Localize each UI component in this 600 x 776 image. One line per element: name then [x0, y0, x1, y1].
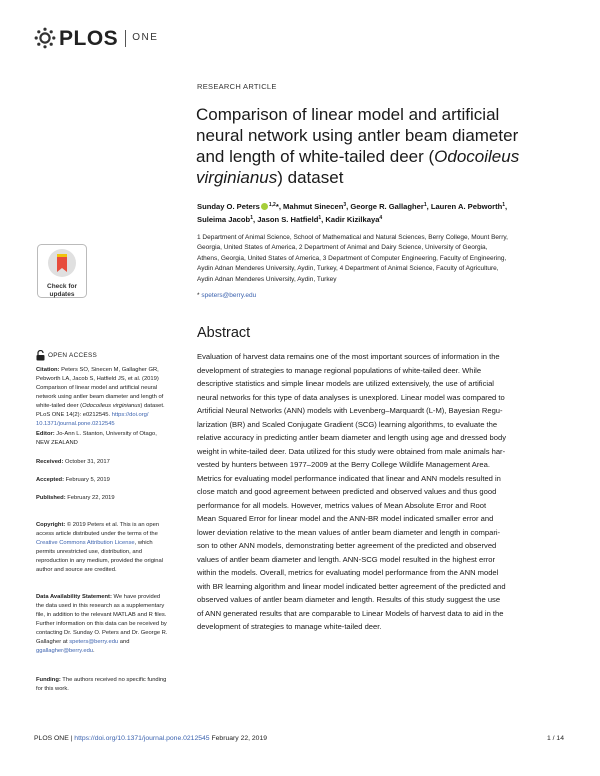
author-affil-sup: 1: [250, 214, 253, 221]
copyright-text: reproduction in any medium, provided the original: [36, 558, 163, 564]
abstract-line: of ANN generated results that are comparable to Linear Models of harvest data to aid in the: [197, 608, 504, 618]
corresponding-email: [197, 292, 256, 299]
data-availability-text: the data used in this research as a supplementary: [36, 603, 165, 609]
abstract-line: Evaluation of harvest data remains one of the most important sources of information in the: [197, 352, 500, 361]
published-label: Published:: [36, 495, 66, 501]
author-affil-sup: 1: [423, 202, 427, 208]
accepted-block: [36, 476, 169, 485]
affiliation-line: Athens, Georgia, United States of America, 3 Department of Computer Engineering, Faculty of Engineering,: [197, 254, 507, 262]
author-affil-sup: 4: [379, 214, 383, 221]
logo-journal-text: ONE: [132, 32, 159, 43]
abstract-line: son to other ANN models, demonstrating better agreement of the predicted and observed: [197, 541, 497, 550]
affiliation-line: Georgia, United States of America, 2 Department of Animal and Dairy Science, University of Georgia,: [197, 244, 488, 252]
abstract-body: [197, 350, 577, 634]
copyright-text: © 2019 Peters et al. This is an open: [65, 522, 160, 528]
plos-sunburst-icon: [34, 27, 56, 49]
editor-block: [36, 430, 169, 448]
published-date: February 22, 2019: [65, 495, 115, 501]
data-availability-label: Data Availability Statement:: [36, 594, 112, 600]
email-link[interactable]: ggallagher@berry.edu: [36, 648, 94, 654]
article-title: [196, 104, 576, 188]
author-name[interactable]: , George R. Gallagher: [346, 202, 424, 211]
title-line-2: neural network using antler beam diameter: [196, 126, 519, 145]
title-italic-genus: Odocoileus: [434, 147, 520, 166]
badge-line: Check for: [47, 283, 77, 290]
abstract-line: values of antler beam diameter and length. ANN-SCG model resulted in the highest error: [197, 554, 495, 564]
citation-text: Peters SO, Sinecen M, Gallagher GR,: [59, 367, 159, 373]
abstract-line: close match and good agreement between predicted and observed values and thus good: [197, 487, 497, 496]
orcid-icon[interactable]: [261, 203, 268, 210]
received-block: [36, 458, 169, 467]
accepted-label: Accepted:: [36, 477, 65, 483]
copyright-label: Copyright:: [36, 522, 66, 528]
abstract-line: Mean Squared Error for linear model and the ANN-BR model indicated smaller error and: [197, 514, 494, 523]
abstract-line: vested by hunters between 1977–2009 at the Berry College Wildlife Management Area.: [197, 460, 490, 469]
author-name[interactable]: , Jason S. Hatfield: [252, 214, 319, 224]
funding-label: Funding:: [36, 677, 61, 683]
email-link[interactable]: speters@berry.edu: [201, 292, 257, 299]
editor-text: Jo-Ann L. Stanton, University of Otago,: [54, 431, 157, 437]
citation-text: PLoS ONE 14(2): e0212545.: [36, 412, 112, 418]
title-italic-species: virginianus: [196, 168, 278, 187]
author-affil-sup: 3: [343, 202, 347, 208]
email-link[interactable]: speters@berry.edu: [69, 639, 119, 645]
abstract-line: development of strategies to manage white-tailed deer.: [197, 622, 382, 631]
open-access-indicator: [36, 350, 97, 361]
abstract-line: performance for all models. However, metrics values of Mean Absolute Error and Root: [197, 500, 487, 510]
page-footer: [34, 735, 267, 742]
citation-text: Comparison of linear model and artificial neural: [36, 385, 158, 391]
author-separator: ,: [505, 202, 508, 211]
author-list: [197, 200, 577, 225]
email-mark: *: [197, 292, 202, 299]
page-number: 1 / 14: [546, 735, 564, 742]
affiliation-line: 1 Department of Animal Science, School of Mathematical and Natural Sciences, Berry College, Mount Berry,: [197, 234, 508, 241]
abstract-line: Metrics for evaluating model performance indicated that linear and ANN models resulted in: [197, 473, 501, 483]
abstract-line: relative accuracy in predicting antler beam diameter and length using age and dressed body: [197, 433, 507, 442]
license-link[interactable]: Creative Commons Attribution License: [36, 540, 135, 546]
author-name[interactable]: , Lauren A. Pebworth: [426, 202, 503, 211]
received-label: Received:: [36, 459, 64, 465]
open-lock-icon: [36, 350, 45, 361]
copyright-text: access article distributed under the terms of the: [36, 531, 158, 537]
abstract-line: Artificial Neural Networks (ANN) models with Levenberg–Marquardt (L-M), Bayesian Regu-: [197, 406, 503, 415]
data-availability-text: .: [93, 648, 95, 654]
published-block: [36, 494, 169, 503]
author-affil-sup: 1: [318, 214, 322, 221]
affiliation-line: Aydin Adnan Menderes University, Aydin, Turkey, 4 Department of Animal Science, Faculty of Agriculture,: [197, 265, 499, 273]
affiliations: [197, 233, 572, 285]
copyright-text: permits unrestricted use, distribution, and: [36, 549, 143, 555]
citation-text: network using antler beam diameter and length of: [36, 394, 164, 400]
logo-plos-text: PLOS: [59, 26, 119, 50]
funding-text: The authors received no specific funding: [60, 677, 167, 683]
affiliation-line: Aydin Adnan Menderes University, Aydin, Turkey: [197, 275, 337, 283]
abstract-line: within the models. Overall, metrics for evaluating model performance from the ANN model: [197, 568, 499, 577]
author-name[interactable]: Sunday O. Peters: [197, 202, 260, 211]
citation-text: ) dataset.: [140, 403, 165, 409]
abstract-line: descriptive statistics and simple linear models are utilized extensively, the use of artificial: [197, 379, 494, 388]
citation-doi-link[interactable]: 10.1371/journal.pone.0212545: [36, 421, 115, 427]
abstract-line: larization (BR) and Scaled Conjugate Gradient (SCG) learning algorithms, to evaluate the: [197, 419, 498, 429]
footer-date: February 22, 2019: [209, 735, 268, 742]
author-affil-sup: 1,2: [268, 202, 276, 208]
data-availability-text: We have provided: [111, 594, 161, 600]
funding-text: for this work.: [36, 686, 69, 692]
copyright-block: [36, 521, 169, 575]
abstract-line: with BR learning algorithm and linear model indicated better agreement of the predicted and: [197, 581, 506, 591]
data-availability-text: Gallagher at: [36, 639, 70, 645]
check-for-updates-label[interactable]: [37, 283, 87, 298]
citation-block: [36, 366, 169, 429]
received-date: October 31, 2017: [63, 459, 110, 465]
title-line-1: Comparison of linear model and artificial: [196, 105, 500, 124]
citation-text: Pebworth LA, Jacob S, Hatfield JS, et al. (2019): [36, 376, 159, 382]
data-availability-block: [36, 593, 169, 656]
author-affil-sup: 1: [502, 202, 506, 208]
abstract-heading: Abstract: [197, 325, 251, 341]
funding-block: [36, 676, 169, 694]
copyright-text: , which: [134, 540, 153, 546]
plos-one-logo: [34, 26, 158, 50]
corresponding-mark: *: [275, 202, 279, 211]
copyright-text: author and source are credited.: [36, 567, 117, 573]
data-availability-text: and: [118, 639, 130, 645]
author-name[interactable]: Suleima Jacob: [197, 214, 251, 224]
badge-line: updates: [49, 290, 75, 298]
abstract-line: neural networks for this type of data analyses is unexplored. Linear model was compared to: [197, 392, 505, 402]
author-name[interactable]: , Mahmut Sinecen: [278, 202, 344, 211]
abstract-line: observed values of antler beam diameter and length. Results of this study suggest the use: [197, 595, 501, 604]
editor-text: NEW ZEALAND: [36, 440, 78, 446]
citation-species: Odocoileus virginianus: [82, 403, 141, 409]
editor-label: Editor:: [36, 431, 55, 437]
data-availability-text: Further information on this data can be received by: [36, 621, 167, 627]
title-line-3: and length of white-tailed deer (: [196, 147, 435, 166]
abstract-line: weight in white-tailed deer. Data utilized for this study were obtained from male animals har-: [197, 446, 506, 456]
footer-doi-link[interactable]: https://doi.org/10.1371/journal.pone.0212545: [74, 735, 210, 742]
data-availability-text: contacting Dr. Sunday O. Peters and Dr. George R.: [36, 630, 168, 636]
article-type: RESEARCH ARTICLE: [197, 82, 277, 91]
author-name[interactable]: , Kadir Kizilkaya: [321, 214, 380, 224]
open-access-label: OPEN ACCESS: [48, 352, 98, 359]
citation-label: Citation:: [36, 367, 60, 373]
data-availability-text: file, in addition to the relevant MATLAB and R files.: [36, 612, 167, 618]
citation-text: white-tailed deer (: [36, 403, 83, 409]
abstract-line: lower deviation relative to the mean values of antler beam diameter and length in compari-: [197, 527, 501, 537]
logo-divider: [125, 30, 126, 47]
title-line-4: ) dataset: [277, 168, 344, 187]
accepted-date: February 5, 2019: [64, 477, 110, 483]
citation-doi-link[interactable]: https://doi.org/: [111, 412, 149, 418]
abstract-line: development of strategies to manage regional populations of white-tailed deer. While: [197, 365, 482, 375]
footer-journal: PLOS ONE |: [34, 735, 75, 742]
